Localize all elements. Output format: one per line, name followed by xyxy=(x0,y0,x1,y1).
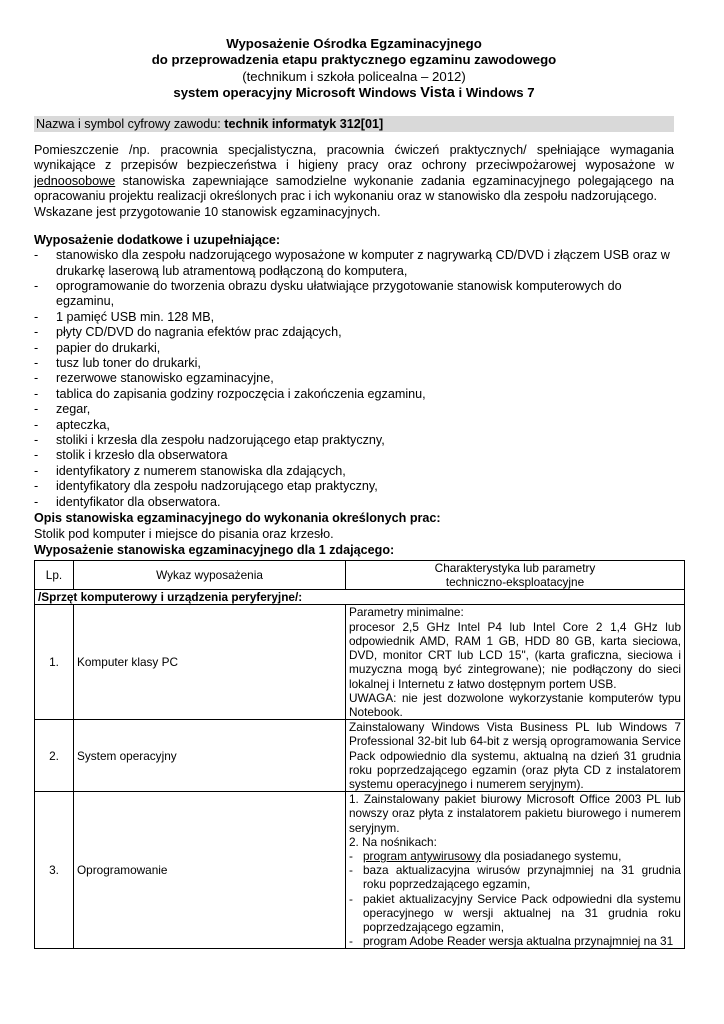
profession-bar xyxy=(34,116,674,132)
col-header-name: Wykaz wyposażenia xyxy=(74,560,346,589)
list-item-underlined: program antywirusowy xyxy=(363,848,482,863)
list-item xyxy=(349,863,681,891)
list-item: - stanowisko dla zespołu nadzorującego wyposażone w komputer z nagrywarką CD/DVD i złączem USB oraz w drukarkę laserową lub atramentową podłączoną do komputera, xyxy=(34,248,674,279)
os-line-vista: Vista xyxy=(420,85,455,102)
os-line-mid: i xyxy=(454,85,466,101)
row-spec xyxy=(346,792,685,949)
table-section-row xyxy=(35,590,685,605)
header-scope: (technikum i szkoła policealna – 2012) xyxy=(242,68,466,84)
col-header-spec-line1: Charakterystyka lub parametry xyxy=(434,560,596,575)
list-item-text: dla posiadanego systemu, xyxy=(481,848,622,863)
additional-equipment-list xyxy=(34,248,674,510)
row-spec: Parametry minimalne: procesor 2,5 GHz Intel P4 lub Intel Core 2 1,4 GHz lub odpowiednik AMD, RAM 1 GB, HDD 80 GB, karta sieciowa, DVD, monitor CRT lub LCD 15", (karta graficzna, sieciowa i muzyczna mogą być zintegrowane); nie podłączony do sieci lokalnej i Internetu z łatwo dostępnym portem USB. UWAGA: nie jest dozwolone wykorzystanie komputerów typu Notebook. xyxy=(346,605,685,720)
station-description: Stolik pod komputer i miejsce do pisania oraz krzesło. xyxy=(34,526,334,541)
intro-underlined: jednoosobowe xyxy=(34,173,116,188)
list-item: - identyfikator dla obserwatora. xyxy=(34,495,674,510)
list-item: - apteczka, xyxy=(34,418,674,433)
list-item xyxy=(349,892,681,935)
list-item: - rezerwowe stanowisko egzaminacyjne, xyxy=(34,371,674,386)
list-item-text: program Adobe Reader wersja aktualna przynajmniej na 31 xyxy=(363,934,674,949)
software-media-list xyxy=(349,849,681,948)
list-item: - stoliki i krzesła dla zespołu nadzorującego etap praktyczny, xyxy=(34,433,674,448)
list-item xyxy=(349,849,681,863)
col-header-spec xyxy=(346,560,685,589)
intro-text-b: stanowiska zapewniające samodzielne wykonanie zadania egzaminacyjnego polegającego na opracowaniu projektu realizacji określonych prac i ich wykonaniu oraz w stanowisko dla zespołu nadzorującego. xyxy=(34,173,674,204)
header-title: Wyposażenie Ośrodka Egzaminacyjnego xyxy=(226,36,482,51)
col-header-spec-line2: techniczno-eksploatacyjne xyxy=(445,575,585,590)
list-item: - stolik i krzesło dla obserwatora xyxy=(34,448,674,463)
col-header-lp: Lp. xyxy=(35,560,74,589)
row-name: Komputer klasy PC xyxy=(74,605,346,720)
header-subtitle: do przeprowadzenia etapu praktycznego egzaminu zawodowego xyxy=(151,52,557,68)
table-header-row xyxy=(35,560,685,589)
os-line-prefix: system operacyjny Microsoft Windows xyxy=(173,85,421,101)
additional-equipment-heading: Wyposażenie dodatkowe i uzupełniające: xyxy=(34,232,281,247)
software-item-1: 1. Zainstalowany pakiet biurowy Microsoft Office 2003 PL lub nowszy oraz płyta z instalatorem pakietu biurowego i numerem seryjnym. xyxy=(349,792,681,835)
software-item-2: 2. Na nośnikach: xyxy=(349,834,437,849)
equipment-table xyxy=(34,560,685,949)
equipment-heading: Wyposażenie stanowiska egzaminacyjnego dla 1 zdającego: xyxy=(34,543,395,558)
table-row xyxy=(35,792,685,949)
list-item: - płyty CD/DVD do nagrania efektów prac zdających, xyxy=(34,325,674,340)
intro-recommendation: Wskazane jest przygotowanie 10 stanowisk egzaminacyjnych. xyxy=(34,205,381,219)
row-lp: 3. xyxy=(35,792,74,949)
table-row xyxy=(35,605,685,720)
list-item: - identyfikatory z numerem stanowiska dla zdających, xyxy=(34,464,674,479)
intro-paragraph xyxy=(34,143,674,205)
list-item: - tablica do zapisania godziny rozpoczęcia i zakończenia egzaminu, xyxy=(34,387,674,402)
row-name: Oprogramowanie xyxy=(74,792,346,949)
row-spec: Zainstalowany Windows Vista Business PL lub Windows 7 Professional 32-bit lub 64-bit z wersją oprogramowania Service Pack odpowiednio dla systemu, aktualną na dzień 31 grudnia roku poprzedzającego egzamin (oraz płyta CD z instalatorem systemu operacyjnego i numerem seryjnym). xyxy=(346,720,685,792)
list-item-text: pakiet aktualizacyjny Service Pack odpowiedni dla systemu operacyjnego w wersji aktualnej na 31 grudnia roku poprzedzającego egzamin, xyxy=(363,891,681,934)
list-item: - tusz lub toner do drukarki, xyxy=(34,356,674,371)
list-item xyxy=(349,934,681,948)
intro-text-a: Pomieszczenie /np. pracownia specjalistyczna, pracownia ćwiczeń praktycznych/ spełniające wymagania wynikające z przepisów bezpieczeństwa i higieny pracy oraz ochrony przeciwpożarowej wyposażone w xyxy=(34,142,674,173)
row-lp: 2. xyxy=(35,720,74,792)
list-item: - zegar, xyxy=(34,402,674,417)
list-item: - 1 pamięć USB min. 128 MB, xyxy=(34,310,674,325)
list-item: - oprogramowanie do tworzenia obrazu dysku ułatwiające przygotowanie stanowisk komputerowych do egzaminu, xyxy=(34,279,674,310)
row-name: System operacyjny xyxy=(74,720,346,792)
header-os-line xyxy=(34,85,674,101)
station-heading: Opis stanowiska egzaminacyjnego do wykonania określonych prac: xyxy=(34,511,441,526)
table-row xyxy=(35,720,685,792)
section-label: /Sprzęt komputerowy i urządzenia peryferyjne/: xyxy=(35,590,685,605)
row-lp: 1. xyxy=(35,605,74,720)
os-line-win7: Windows 7 xyxy=(465,85,535,101)
list-item: - identyfikatory dla zespołu nadzorującego etap praktyczny, xyxy=(34,479,674,494)
profession-label: Nazwa i symbol cyfrowy zawodu: xyxy=(36,116,225,131)
list-item: - papier do drukarki, xyxy=(34,341,674,356)
profession-value: technik informatyk 312[01] xyxy=(224,116,384,131)
list-item-text: baza aktualizacyjna wirusów przynajmniej na 31 grudnia roku poprzedzającego egzamin, xyxy=(363,863,681,892)
document-header xyxy=(34,36,674,102)
document-page xyxy=(34,36,681,949)
